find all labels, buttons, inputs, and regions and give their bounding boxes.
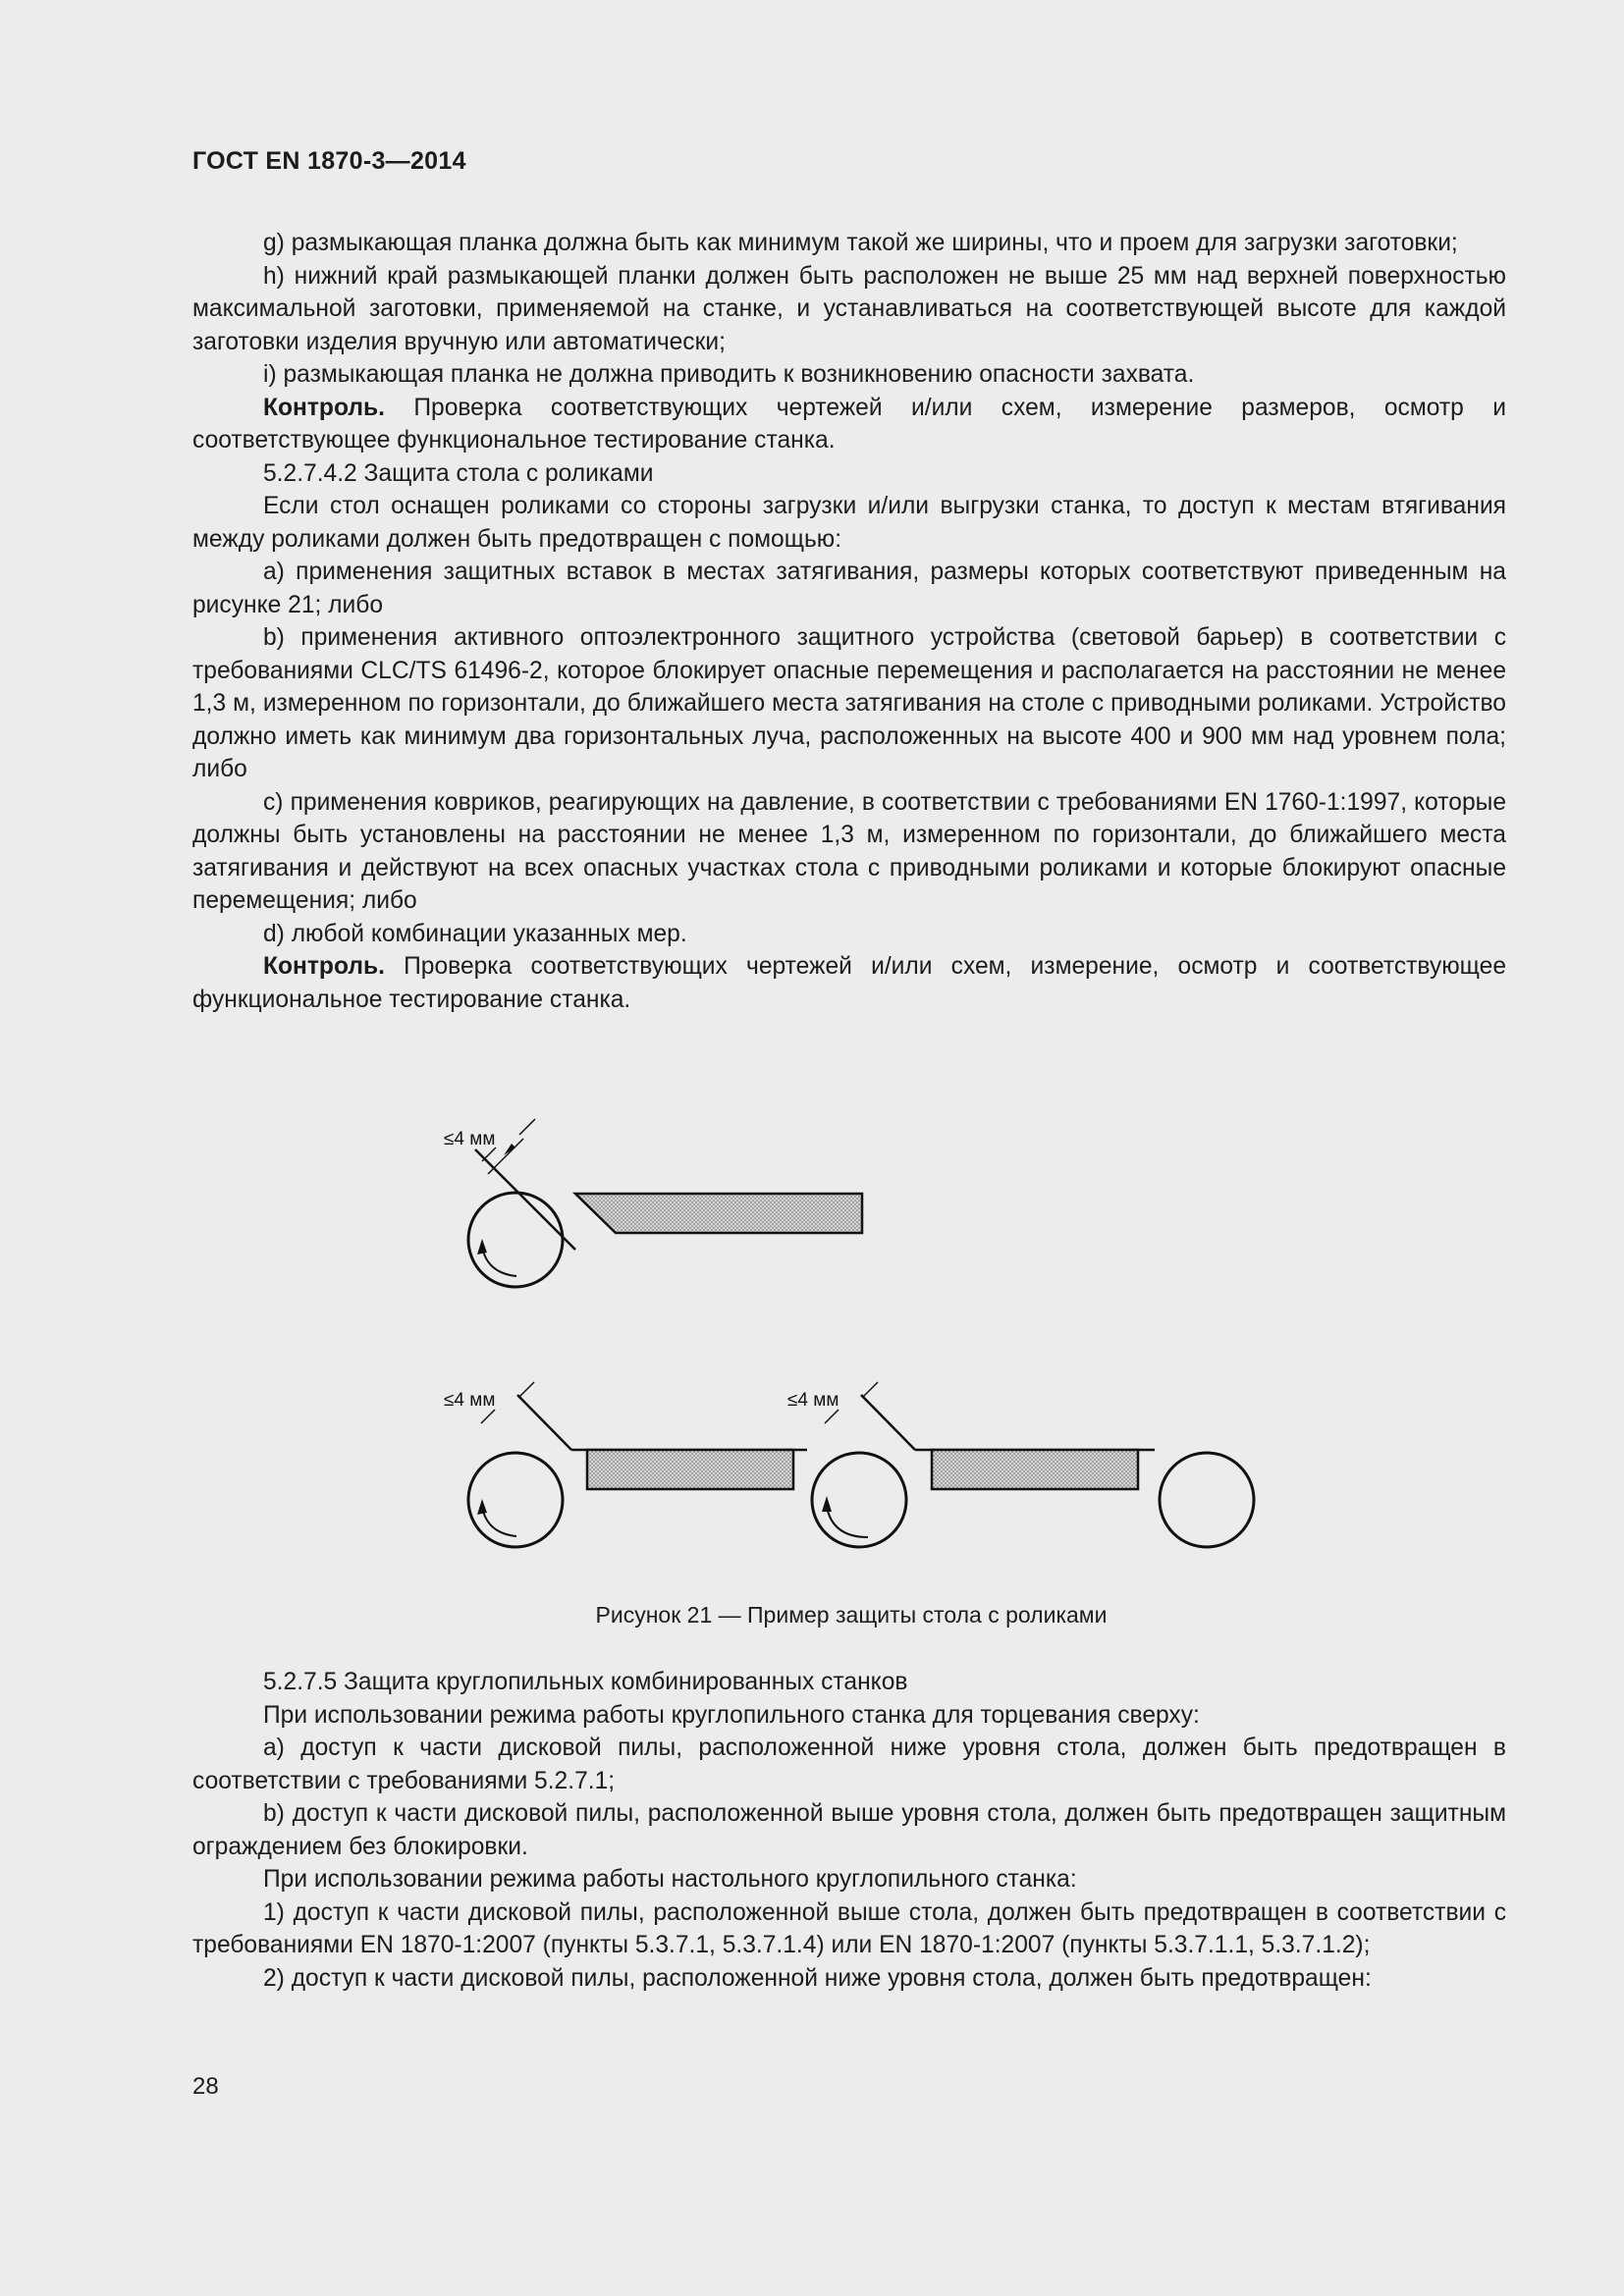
paragraph-i: i) размыкающая планка не должна приводить к возникновению опасности захвата. xyxy=(263,361,1195,388)
guard-insert-edge xyxy=(517,1395,571,1450)
dimension-tick xyxy=(825,1410,839,1423)
section-heading-5-2-7-4-2: 5.2.7.4.2 Защита стола с роликами xyxy=(263,459,654,487)
rotation-arrowhead xyxy=(822,1496,832,1512)
paragraph-table-mode: При использовании режима работы настольного круглопильного станка: xyxy=(263,1866,1077,1893)
dimension-tick xyxy=(519,1119,535,1135)
control-text: Проверка соответствующих чертежей и/или схем, измерение размеров, осмотр и соответствующее функциональное тестирование станка. xyxy=(192,394,1506,454)
dimension-tick xyxy=(481,1410,495,1423)
dimension-arrowhead xyxy=(504,1144,515,1155)
bottom-roller-diagram xyxy=(444,1382,1254,1547)
paragraph-1: 1) доступ к части дисковой пилы, расположенной выше стола, должен быть предотвращен в соответствии с требованиями EN 1870-1:2007 (пункты 5.3.7.1, 5.3.7.1.4) или EN 1870-1:2007 (пункты 5.3.7.1.1, 5.3.7.1.2); xyxy=(192,1898,1506,1958)
control-label: Контроль. xyxy=(263,394,385,421)
control-text: Проверка соответствующих чертежей и/или схем, измерение, осмотр и соответствующее функциональное тестирование станка. xyxy=(192,953,1506,1013)
section-heading-5-2-7-5: 5.2.7.5 Защита круглопильных комбинированных станков xyxy=(263,1669,908,1695)
rotation-arrowhead xyxy=(477,1499,487,1515)
paragraph-h: h) нижний край размыкающей планки должен быть расположен не выше 25 мм над верхней поверхностью максимальной заготовки, применяемой на станке, и устанавливаться на соответствующей высоте для каждой заготовки изделия вручную или автоматически; xyxy=(192,262,1506,355)
paragraph-b: b) применения активного оптоэлектронного защитного устройства (световой барьер) в соответствии с требованиями CLC/TS 61496-2, которое блокирует опасные перемещения и располагается на расстоянии не менее 1,3 м, измеренном по горизонтали, до ближайшего места затягивания на столе с приводными роликами. Устройство должно иметь как минимум два горизонтальных луча, расположенных на высоте 400 и 900 мм над уровнем пола; либо xyxy=(192,624,1506,782)
paragraph-a: a) применения защитных вставок в местах затягивания, размеры которых соответствуют приведенным на рисунке 21; либо xyxy=(192,559,1506,618)
table-section xyxy=(587,1450,793,1489)
rotation-arrowhead xyxy=(477,1239,487,1255)
paragraph-2: 2) доступ к части дисковой пилы, расположенной ниже уровня стола, должен быть предотвращен: xyxy=(263,1964,1372,1992)
dimension-label: ≤4 мм xyxy=(444,1390,496,1411)
page-number: 28 xyxy=(192,2073,219,2100)
document-header: ГОСТ EN 1870-3—2014 xyxy=(192,147,466,175)
table-section xyxy=(575,1194,862,1233)
dimension-label: ≤4 мм xyxy=(444,1129,496,1149)
paragraph-a: a) доступ к части дисковой пилы, расположенной ниже уровня стола, должен быть предотвращен в соответствии с требованиями 5.2.7.1; xyxy=(192,1735,1506,1794)
text-block-lower xyxy=(192,1666,1506,1995)
paragraph-intro: Если стол оснащен роликами со стороны загрузки и/или выгрузки станка, то доступ к местам втягивания между роликами должен быть предотвращен с помощью: xyxy=(192,493,1506,553)
rotation-arrow xyxy=(482,1507,516,1536)
table-section xyxy=(932,1450,1138,1489)
paragraph-g: g) размыкающая планка должна быть как минимум такой же ширины, что и проем для загрузки заготовки; xyxy=(263,230,1458,256)
control-label: Контроль. xyxy=(263,953,385,980)
paragraph-b: b) доступ к части дисковой пилы, расположенной выше уровня стола, должен быть предотвращен защитным ограждением без блокировки. xyxy=(192,1800,1506,1860)
dimension-tick xyxy=(482,1148,496,1161)
paragraph-d: d) любой комбинации указанных мер. xyxy=(263,920,687,947)
dimension-tick xyxy=(518,1382,534,1398)
dimension-tick xyxy=(862,1382,878,1398)
roller-right xyxy=(1160,1453,1254,1547)
top-roller-diagram xyxy=(444,1119,862,1287)
roller xyxy=(468,1193,563,1287)
roller-left xyxy=(468,1453,563,1547)
figure-caption: Рисунок 21 — Пример защиты стола с роликами xyxy=(595,1602,1108,1628)
paragraph-c: c) применения ковриков, реагирующих на давление, в соответствии с требованиями EN 1760-1:1997, которые должны быть установлены на расстоянии не менее 1,3 м, измеренном по горизонтали, до ближайшего места затягивания и действуют на всех опасных участках стола с приводными роликами и которые блокируют опасные перемещения; либо xyxy=(192,788,1506,914)
rotation-arrow xyxy=(482,1247,516,1276)
dimension-label: ≤4 мм xyxy=(787,1390,839,1411)
rotation-arrow xyxy=(827,1507,868,1537)
guard-insert-edge xyxy=(861,1395,915,1450)
paragraph-top-mode: При использовании режима работы круглопильного станка для торцевания сверху: xyxy=(263,1701,1200,1729)
